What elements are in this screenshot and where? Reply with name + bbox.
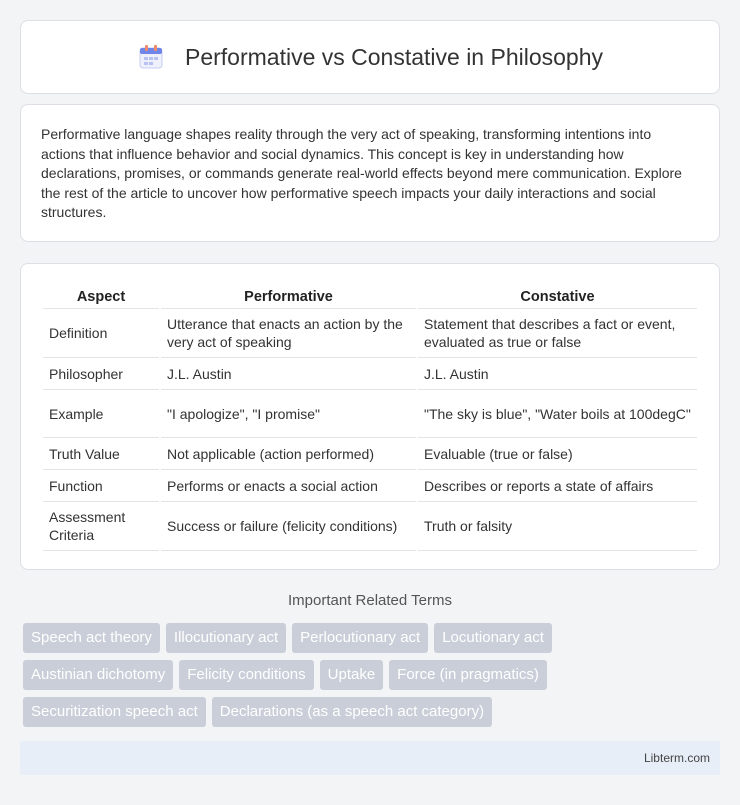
table-cell: Assessment Criteria — [43, 502, 159, 551]
related-term-tag[interactable]: Speech act theory — [23, 623, 160, 653]
table-header-row — [43, 285, 697, 309]
table-row — [43, 309, 697, 358]
table-row — [43, 438, 697, 470]
table-cell: Truth or falsity — [418, 502, 697, 551]
related-term-tag[interactable]: Uptake — [320, 660, 384, 690]
table-row — [43, 470, 697, 502]
comparison-table-card — [20, 263, 720, 570]
comparison-table — [41, 285, 699, 551]
calendar-icon — [137, 43, 165, 71]
table-cell: Describes or reports a state of affairs — [418, 470, 697, 502]
intro-text: Performative language shapes reality through the very act of speaking, transforming intentions into actions that influence behavior and social dynamics. This concept is key in understanding how declarations, promises, or commands generate real-world effects beyond mere communication. Explore the rest of the article to uncover how performative speech impacts your daily interactions and social structures. — [41, 126, 682, 220]
footer — [20, 741, 720, 775]
table-cell: Function — [43, 470, 159, 502]
table-cell: J.L. Austin — [161, 358, 416, 390]
table-row — [43, 390, 697, 438]
related-term-tag[interactable]: Perlocutionary act — [292, 623, 428, 653]
column-header: Constative — [418, 285, 697, 309]
header-card — [20, 20, 720, 94]
table-cell: Philosopher — [43, 358, 159, 390]
related-term-tag[interactable]: Locutionary act — [434, 623, 552, 653]
table-cell: Example — [43, 390, 159, 438]
related-terms-title: Important Related Terms — [288, 592, 452, 609]
table-row — [43, 502, 697, 551]
related-terms-list — [23, 623, 723, 734]
table-row — [43, 358, 697, 390]
table-cell: Utterance that enacts an action by the very act of speaking — [161, 309, 416, 358]
table-cell: Success or failure (felicity conditions) — [161, 502, 416, 551]
column-header: Performative — [161, 285, 416, 309]
table-cell: Performs or enacts a social action — [161, 470, 416, 502]
table-cell: Truth Value — [43, 438, 159, 470]
footer-site-link[interactable]: Libterm.com — [643, 751, 710, 765]
table-cell: "I apologize", "I promise" — [161, 390, 416, 438]
column-header: Aspect — [43, 285, 159, 309]
related-term-tag[interactable]: Force (in pragmatics) — [389, 660, 547, 690]
table-cell: J.L. Austin — [418, 358, 697, 390]
related-term-tag[interactable]: Securitization speech act — [23, 697, 206, 727]
table-cell: Not applicable (action performed) — [161, 438, 416, 470]
related-term-tag[interactable]: Illocutionary act — [166, 623, 286, 653]
table-cell: Definition — [43, 309, 159, 358]
related-term-tag[interactable]: Felicity conditions — [179, 660, 313, 690]
intro-card — [20, 104, 720, 242]
related-term-tag[interactable]: Austinian dichotomy — [23, 660, 173, 690]
page-title: Performative vs Constative in Philosophy — [184, 43, 604, 70]
related-term-tag[interactable]: Declarations (as a speech act category) — [212, 697, 492, 727]
table-cell: Statement that describes a fact or event, evaluated as true or false — [418, 309, 697, 358]
table-cell: "The sky is blue", "Water boils at 100degC" — [418, 390, 697, 438]
table-cell: Evaluable (true or false) — [418, 438, 697, 470]
